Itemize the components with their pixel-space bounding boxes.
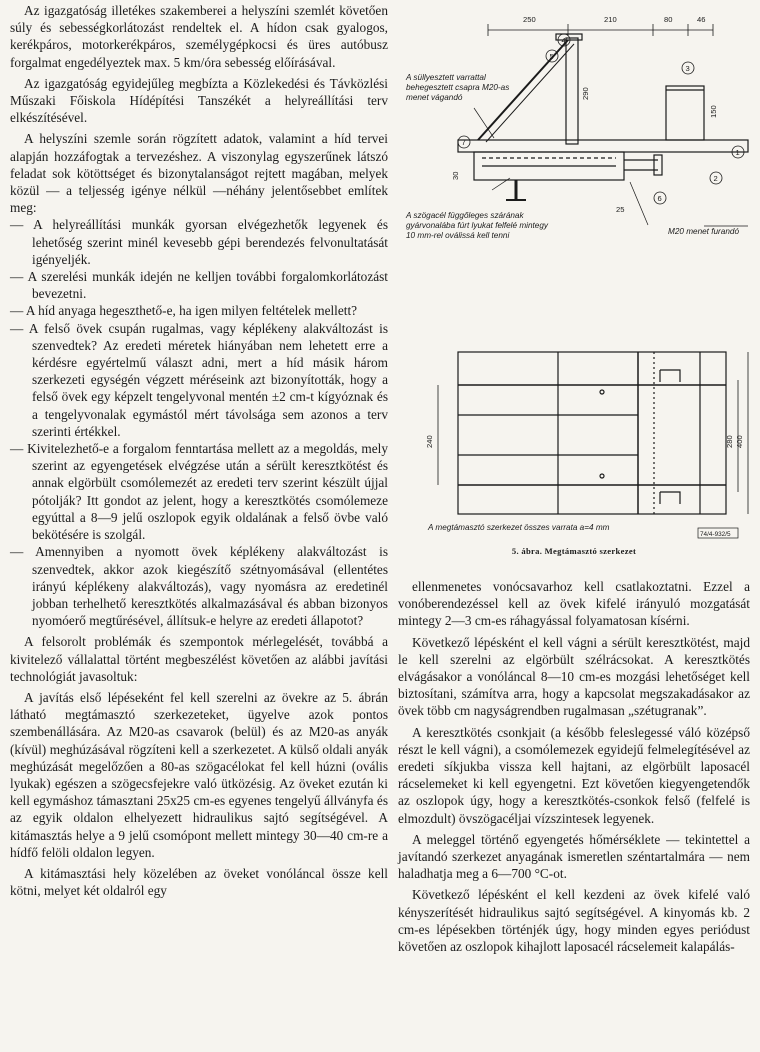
callout-5	[546, 50, 558, 62]
dimension-400: 400	[735, 435, 744, 448]
list-item: — A felső övek csupán rugalmas, vagy képlékeny alakváltozást is szenvedtek? Az eredeti méretek hiányában nem lehetett erre a kérdésre egyértelmű választ adni, mert a híd másik három szerkezeti egységén végzett méréseink azt bizonyították, hogy a felső övek egy képzelt tengelyvonal mentén ±2 cm-t kígyóznak és a tengelyvonalak egymástól mért távolsága sem azonos a terv szerinti értékkel.	[10, 320, 388, 439]
list-item: — A szerelési munkák idején ne kelljen további forgalomkorlátozást bevezetni.	[10, 269, 388, 302]
svg-text:3: 3	[685, 64, 690, 73]
dimension-30: 30	[451, 171, 460, 180]
paragraph: ellenmenetes vonócsavarhoz kell csatlakoztatni. Ezzel a vonóberendezéssel kell az övek kifelé irányuló mozgatását mintegy 2—3 cm-es ráhagyással folyamatosan kísérni.	[398, 579, 750, 629]
callout-7	[458, 136, 470, 148]
list-item: — A helyreállítási munkák gyorsan elvégezhetők legyenek és lehetőség szerint minél kevesebb gépi berendezés felvonultatását igényeljék.	[10, 217, 388, 267]
dimension-25: 25	[616, 205, 625, 214]
callout-3	[682, 62, 694, 74]
svg-text:6: 6	[657, 194, 662, 203]
paragraph: Az igazgatóság illetékes szakemberei a helyszíni szemlét követően súly és sebességkorlátozást rendeltek el. A hídon csak gyalogos, kerékpáros, motorkerékpáros, személygépkocsi és üres autóbusz forgalmat engedélyeztek max. 5 km/óra sebesség előírásával.	[10, 3, 388, 70]
dimension-210: 210	[604, 15, 617, 24]
callout-6	[654, 192, 666, 204]
svg-text:5: 5	[549, 52, 554, 61]
dimension-280: 280	[725, 435, 734, 448]
horizontal-beam	[458, 140, 748, 152]
list-item: — Kivitelezhető-e a forgalom fenntartása mellett az a megoldás, mely szerint az egyengetések elvégzése után a sérült keresztkötést és annak elgörbült csomólemezét az eredeti terv szerint készült újjal pótolják? Itt gondot az jelent, hogy a keresztkötés csomólemeze egyúttal a 8—9 jelű oszlopok egyik oldalának a felső övbe való bekötésére is szolgál.	[10, 441, 388, 543]
angle-symbol-top	[660, 370, 680, 382]
left-text-column	[10, 2, 388, 899]
paragraph: A keresztkötés csonkjait (a később feleslegessé váló középső részt le kell vágni), a csomólemezek egyidejű felmelegítésével az eredeti síkjukba vissza kell hajtani, az elgörbült laposacél rácselemeket ki kell egyengetni. Ezt követően kiegyengetendők az oszlopok úgy, hogy a keresztkötés-csonkok felső (felfelé is elmozdult) övszögacéljai vízszintesek legyenek.	[398, 724, 750, 826]
note-welds: A megtámasztó szerkezet összes varrata a=4 mm	[428, 523, 610, 532]
figure-caption: 5. ábra. Megtámasztó szerkezet	[511, 546, 637, 556]
svg-text:1: 1	[735, 148, 740, 157]
angle-symbol-bottom	[660, 492, 680, 504]
paragraph: A helyszíni szemle során rögzített adatok, valamint a híd tervei alapján hozzáfogtak a tervezéshez. A viszonylag egyszerűnek látszó feladat sok kötöttséget és bizonytalanságot rejtett magában, melyek közül — a teljesség igénye nélkül —néhány jelentősebbet említek meg:	[10, 131, 388, 216]
paragraph: A javítás első lépéseként fel kell szerelni az övekre az 5. ábrán látható megtámasztó szerkezeteket, ügyelve azok pontos szembenállására. Az M20-as csavarok (belül) és az M20-as anyák (kívül) meghúzásával rögzíteni kell a szerkezetet. A külső oldali anyák meghúzását megelőzően a 80-as szögacélokat fel kell húzni (ovális lyukak) egészen a szögecsfejekre való ütközésig. Az öveket ezután ki kell egymáshoz támasztani 25x25 cm-es egyenes tengelyű állványfa és az egyik oldalon elhelyezett hidraulikus sajtó segítségével. A kitámasztás helye a 9 jelű csomópont mellett mintegy 30—40 cm-re a hídfő felöli oldalon legyen.	[10, 689, 388, 860]
svg-text:7: 7	[461, 138, 466, 147]
dimension-150: 150	[709, 105, 718, 118]
svg-text:2: 2	[713, 174, 718, 183]
dimension-250: 250	[523, 15, 536, 24]
note-nut: M20 menet furandó	[668, 227, 740, 236]
callout-2	[710, 172, 722, 184]
svg-text:4: 4	[561, 36, 566, 45]
paragraph: A felsorolt problémák és szempontok mérlegelését, továbbá a kivitelező vállalattal történt megbeszélést követően az alábbi javítási technológiát javasoltuk:	[10, 634, 388, 684]
paragraph: Következő lépésként el kell kezdeni az övek kifelé való kényszerítését hidraulikus sajtó segítségével. A kinyomás kb. 2 cm-es lépésekben történjék úgy, hogy minden egyes periódust követően az oszlopok kihajlott laposacél rácselemeit kalapálás-	[398, 887, 750, 955]
figure-5-support-structure	[398, 0, 754, 570]
plan-view-frame	[458, 352, 726, 514]
list-item: — Amennyiben a nyomott övek képlékeny alakváltozást is szenvedtek, akkor azok kiegészítő szétnyomásával (ellentétes irányú képlékeny alakváltozás), vagy nyomásra az eredetinél jobban terhelhető keresztkötés alkalmazásával és abban bizonyos nyomóerő megtűrésével, állítsuk-e helyre az eredeti állapotot?	[10, 544, 388, 629]
right-text-column	[398, 578, 750, 955]
figure-stamp: 74/4-932/5	[700, 531, 731, 538]
note-weld: A süllyesztett varrattal behegesztett csapra M20-as menet vágandó	[406, 73, 510, 102]
paragraph: A kitámasztási hely közelében az öveket vonóláncal össze kell kötni, melyet két oldalról egy	[10, 865, 388, 899]
dimension-240: 240	[425, 435, 434, 448]
angle-section	[666, 86, 704, 140]
paragraph: A meleggel történő egyengetés hőmérséklete — tekintettel a javítandó szerkezet anyagának ismeretlen széntartalmára — nem haladhatja meg a 6—700 °C-ot.	[398, 831, 750, 882]
dimension-80: 80	[664, 15, 673, 24]
paragraph: Következő lépésként el kell vágni a sérült keresztkötést, majd le kell szerelni az elgörbült szélrácsokat. A keresztkötés elvágásakor a vonóláncal 8—10 cm-es mozgási lehetőséget kell biztosítani, számítva arra, hogy a kapcsolat megszakadásakor az övek több cm nagyságrendben rugalmasan „szétugranak”.	[398, 634, 750, 719]
dimension-290: 290	[581, 87, 590, 100]
paragraph: Az igazgatóság egyidejűleg megbízta a Közlekedési és Távközlési Műszaki Főiskola Hídépítési Tanszékét a helyreállítási terv elkészítésével.	[10, 75, 388, 126]
list-item: — A híd anyaga hegeszthető-e, ha igen milyen feltételek mellett?	[10, 303, 358, 319]
note-angle: A szögacél függőleges szárának gyárvonalába fúrt lyukat felfelé mintegy 10 mm-rel oválissá kell tenni	[406, 211, 548, 240]
dimension-46: 46	[697, 15, 706, 24]
vertical-post	[566, 38, 578, 144]
